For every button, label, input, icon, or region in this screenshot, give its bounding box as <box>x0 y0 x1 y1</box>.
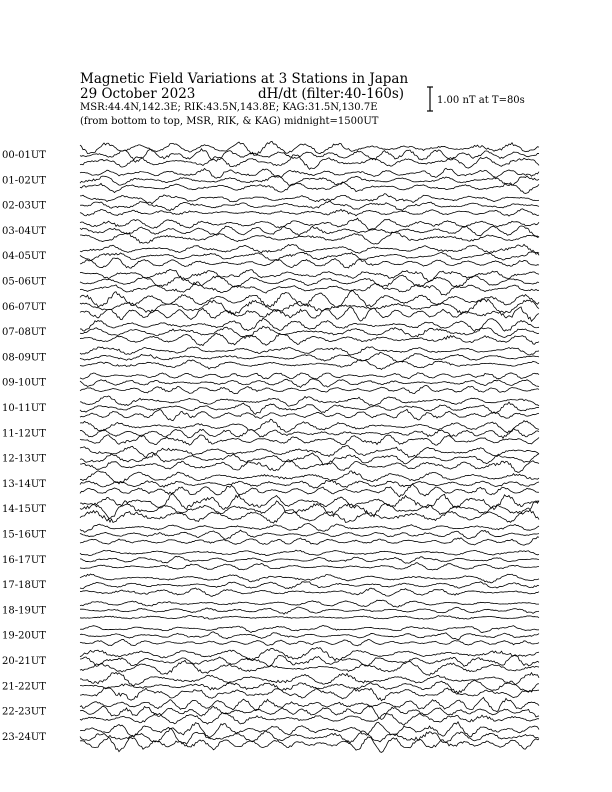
trace-msr <box>80 307 539 322</box>
hour-label: 00-01UT <box>2 150 46 161</box>
trace-rik <box>80 655 539 667</box>
hour-label: 11-12UT <box>2 428 46 440</box>
trace-kag <box>80 318 539 331</box>
hour-label: 07-08UT <box>2 327 46 339</box>
trace-rik <box>80 632 539 640</box>
hour-label: 21-22UT <box>2 681 46 693</box>
trace-rik <box>80 530 539 539</box>
trace-rik <box>80 429 539 439</box>
trace-kag <box>80 244 539 254</box>
hour-label: 05-06UT <box>2 276 46 288</box>
trace-msr <box>80 460 539 473</box>
trace-msr <box>80 282 539 295</box>
trace-kag <box>80 722 539 739</box>
trace-msr <box>80 386 539 394</box>
trace-kag <box>80 141 539 155</box>
trace-rik <box>80 175 539 185</box>
trace-rik <box>80 582 539 589</box>
hour-label: 06-07UT <box>2 301 46 313</box>
chart-date: 29 October 2023 <box>80 86 196 102</box>
trace-rik <box>80 680 539 694</box>
trace-kag <box>80 550 539 555</box>
trace-msr <box>80 563 539 570</box>
hour-label: 04-05UT <box>2 251 46 263</box>
station-coordinates: MSR:44.4N,142.3E; RIK:43.5N,143.8E; KAG:31.5N,130.7E <box>80 102 378 113</box>
trace-rik <box>80 556 539 563</box>
trace-msr <box>80 435 539 445</box>
trace-msr <box>80 409 539 420</box>
trace-rik <box>80 149 539 162</box>
trace-kag <box>80 625 539 632</box>
trace-msr <box>80 232 539 244</box>
hour-label: 08-09UT <box>2 352 46 364</box>
trace-rik <box>80 379 539 388</box>
hour-label: 15-16UT <box>2 529 46 541</box>
trace-msr <box>80 333 539 345</box>
station-order-note: (from bottom to top, MSR, RIK, & KAG) midnight=1500UT <box>80 116 379 127</box>
hour-label: 20-21UT <box>2 656 46 667</box>
hour-label: 03-04UT <box>2 225 46 237</box>
trace-kag <box>80 419 539 433</box>
trace-msr <box>80 258 539 268</box>
chart-quantity: dH/dt (filter:40-160s) <box>258 86 405 102</box>
hour-label: 22-23UT <box>2 706 46 718</box>
trace-kag <box>80 194 539 204</box>
hour-label: 12-13UT <box>2 453 46 465</box>
trace-rik <box>80 501 539 519</box>
trace-msr <box>80 155 539 170</box>
hour-label: 18-19UT <box>2 605 46 617</box>
trace-kag <box>80 347 539 355</box>
hour-label: 14-15UT <box>2 504 46 516</box>
trace-kag <box>80 600 539 607</box>
trace-rik <box>80 480 539 488</box>
trace-rik <box>80 352 539 362</box>
scale-bar-icon <box>427 87 433 111</box>
scale-bar-label: 1.00 nT at T=80s <box>437 95 525 106</box>
trace-kag <box>80 218 539 229</box>
trace-rik <box>80 452 539 465</box>
hour-label: 09-10UT <box>2 377 46 389</box>
trace-kag <box>80 291 539 308</box>
trace-kag <box>80 269 539 281</box>
trace-msr <box>80 688 539 701</box>
trace-msr <box>80 616 539 620</box>
trace-msr <box>80 588 539 596</box>
trace-msr <box>80 737 539 752</box>
trace-rik <box>80 326 539 338</box>
hour-label: 13-14UT <box>2 478 46 490</box>
hour-label: 01-02UT <box>2 175 46 187</box>
chart-title: Magnetic Field Variations at 3 Stations in Japan <box>80 71 409 87</box>
trace-rik <box>80 607 539 614</box>
trace-msr <box>80 508 539 523</box>
trace-msr <box>80 713 539 726</box>
trace-kag <box>80 523 539 532</box>
trace-kag <box>80 672 539 685</box>
hour-label: 19-20UT <box>2 630 46 642</box>
trace-kag <box>80 493 539 509</box>
trace-msr <box>80 182 539 193</box>
trace-msr <box>80 360 539 370</box>
hour-label: 02-03UT <box>2 200 46 212</box>
trace-kag <box>80 373 539 379</box>
trace-msr <box>80 639 539 646</box>
hour-label: 23-24UT <box>2 731 46 743</box>
hour-label: 16-17UT <box>2 554 46 566</box>
hour-label: 17-18UT <box>2 580 46 592</box>
trace-kag <box>80 647 539 660</box>
trace-msr <box>80 209 539 216</box>
hour-label: 10-11UT <box>2 403 46 414</box>
trace-kag <box>80 697 539 711</box>
trace-rik <box>80 402 539 414</box>
trace-rik <box>80 226 539 237</box>
